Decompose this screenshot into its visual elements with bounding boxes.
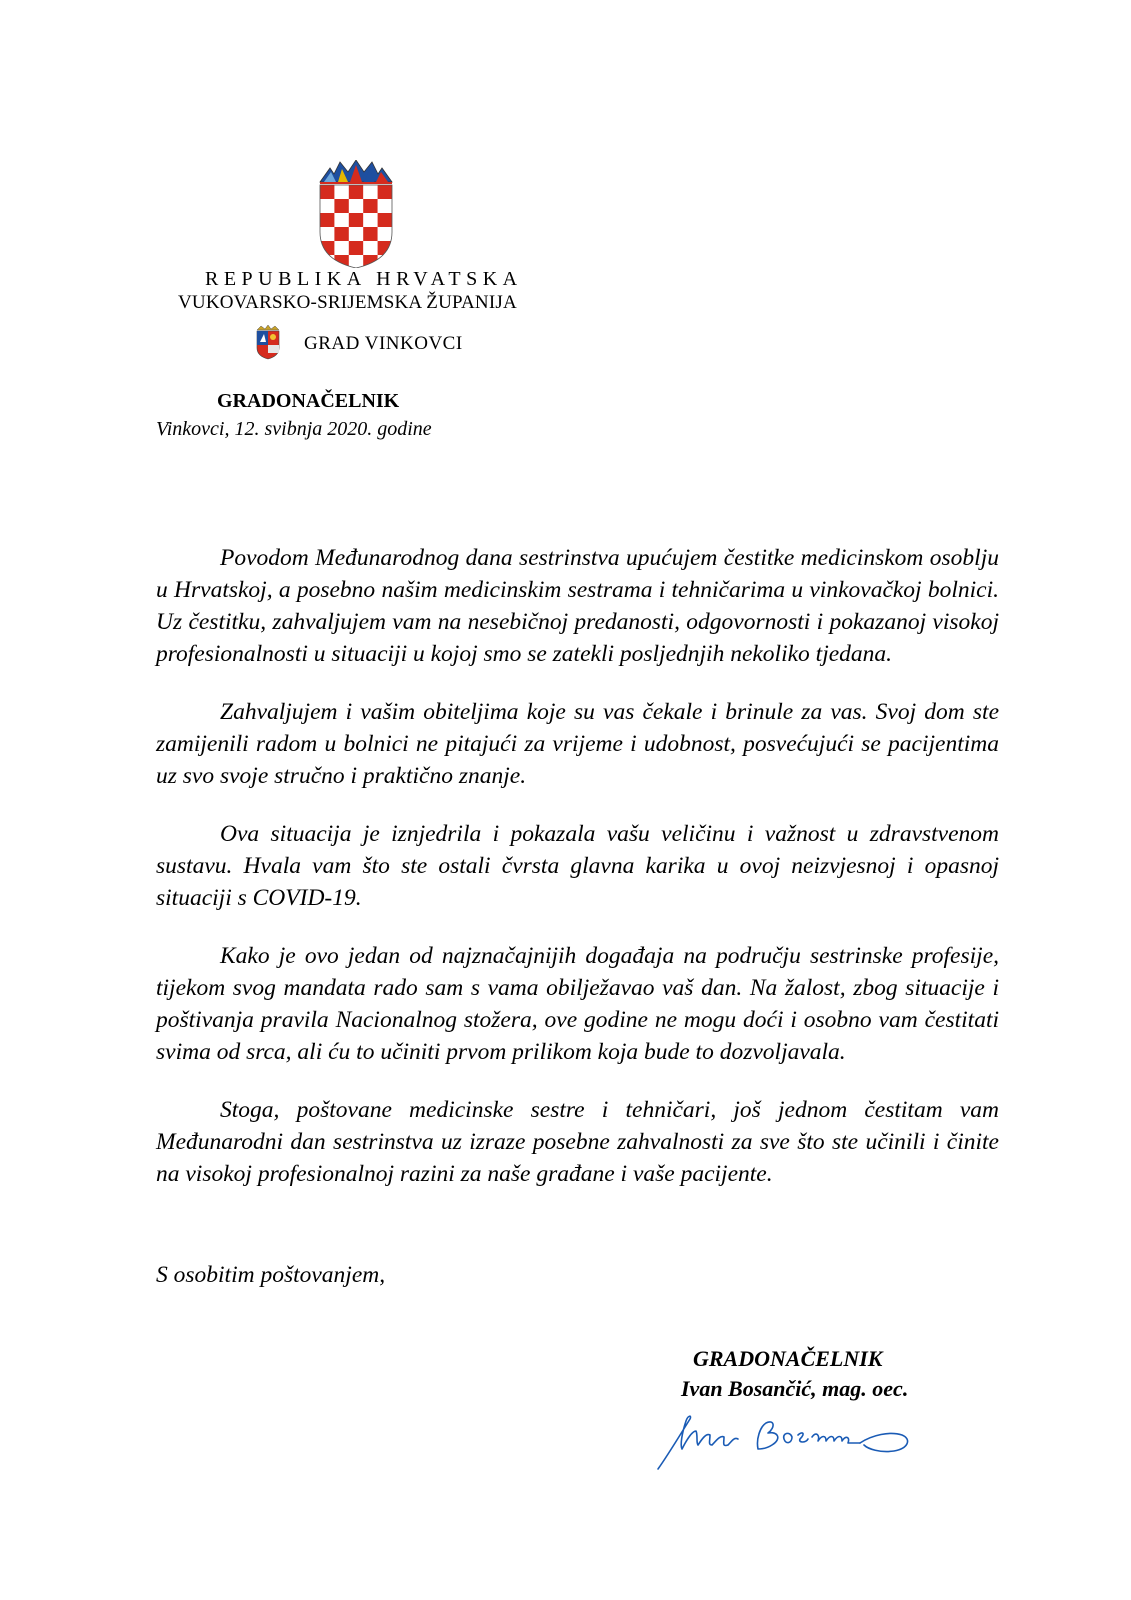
signatory-title: GRADONAČELNIK [693, 1346, 883, 1371]
paragraph: Zahvaljujem i vašim obiteljima koje su vas čekale i brinule za vas. Svoj dom ste zamijenili radom u bolnici ne pitajući za vrijeme i udobnost, posvećujući se pacijentima uz svo svoje stručno i praktično znanje. [156, 699, 999, 789]
shield-check [320, 185, 335, 199]
shield-check [378, 185, 393, 199]
county-name: VUKOVARSKO-SRIJEMSKA ŽUPANIJA [178, 292, 517, 313]
shield-check [349, 199, 364, 213]
shield-check [378, 227, 393, 241]
paragraph: Povodom Međunarodnog dana sestrinstva upućujem čestitke medicinskom osoblju u Hrvatskoj, a posebno našim medicinskim sestrama i tehničarima u vinkovačkoj bolnici. Uz čestitku, zahvaljujem vam na nesebičnoj predanosti, odgovornosti i pokazanoj visokoj profesionalnosti u situaciji u kojoj smo se zatekli posljednjih nekoliko tjedana. [156, 545, 999, 667]
handwritten-signature [650, 1405, 915, 1475]
vinkovci-coat-of-arms [255, 324, 281, 360]
office-title: GRADONAČELNIK [217, 390, 400, 412]
place-and-date: Vinkovci, 12. svibnja 2020. godine [156, 418, 432, 440]
shield-check [363, 255, 378, 268]
shield-check [320, 199, 335, 213]
shield-check [349, 227, 364, 241]
paragraph: Stoga, poštovane medicinske sestre i tehničari, još jednom čestitam vam Međunarodni dan sestrinstva uz izraze posebne zahvalnosti za sve što ste učinili i činite na visokoj profesionalnoj razini za naše građane i vaše pacijente. [156, 1097, 999, 1187]
shield-check [349, 185, 364, 199]
city-name: GRAD VINKOVCI [304, 333, 463, 354]
shield-check [320, 227, 335, 241]
paragraph: Ova situacija je iznjedrila i pokazala vašu veličinu i važnost u zdravstvenom sustavu. Hvala vam što ste ostali čvrsta glavna karika u ovoj neizvjesnoj i opasnoj situaciji s COVID-19. [156, 821, 999, 911]
shield-check [349, 213, 364, 227]
shield-check [378, 213, 393, 227]
shield-check [363, 241, 378, 255]
shield-check [363, 213, 378, 227]
shield-check [334, 199, 349, 213]
shield-check [378, 255, 393, 268]
closing-salutation: S osobitim poštovanjem, [156, 1262, 386, 1288]
shield-check [334, 227, 349, 241]
shield-check [320, 255, 335, 268]
shield-check [349, 255, 364, 268]
country-name: REPUBLIKA HRVATSKA [205, 268, 523, 290]
shield-check [363, 227, 378, 241]
shield-check [334, 185, 349, 199]
shield-check [334, 241, 349, 255]
shield-check [349, 241, 364, 255]
paragraph: Kako je ovo jedan od najznačajnijih događaja na području sestrinske profesije, tijekom svog mandata rado sam s vama obilježavao vaš dan. Na žalost, zbog situacije i poštivanja pravila Nacionalnog stožera, ove godine ne mogu doći i osobno vam čestitati svima od srca, ali ću to učiniti prvom prilikom koja bude to dozvoljavala. [156, 943, 999, 1065]
shield-check [378, 199, 393, 213]
shield-check [334, 213, 349, 227]
croatian-coat-of-arms [318, 160, 394, 268]
signatory-name: Ivan Bosančić, mag. oec. [681, 1376, 909, 1401]
shield-check [334, 255, 349, 268]
shield-check [363, 185, 378, 199]
shield-check [363, 199, 378, 213]
letter-body [156, 542, 999, 1216]
shield-check [320, 213, 335, 227]
